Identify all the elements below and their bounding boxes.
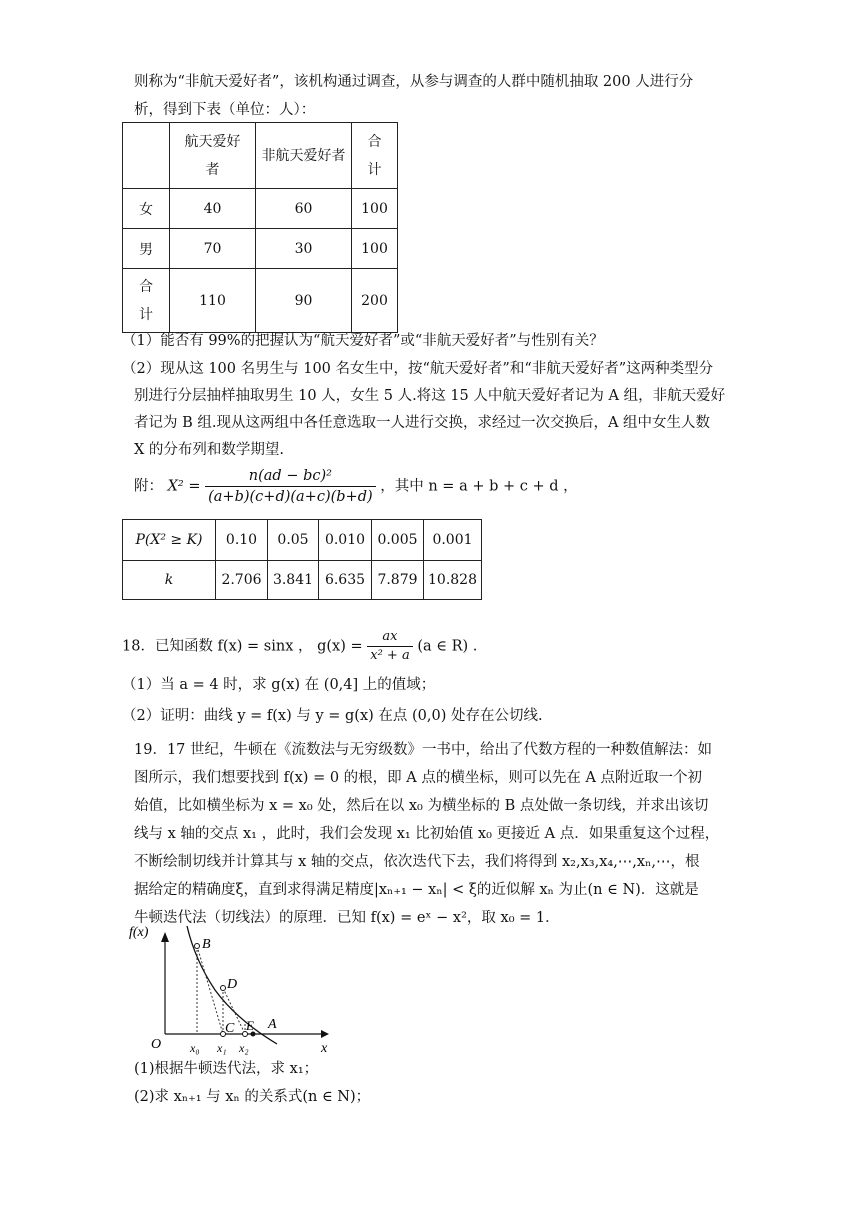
g-numerator: ax bbox=[367, 628, 412, 647]
q19-part1: (1)根据牛顿迭代法，求 x₁； bbox=[134, 1061, 319, 1077]
table-cell: 100 bbox=[352, 189, 398, 229]
label-e: E bbox=[246, 1018, 254, 1033]
survey-table bbox=[122, 122, 398, 333]
intro-line-2: 析，得到下表（单位：人）： bbox=[134, 102, 316, 118]
table-header-cell bbox=[256, 123, 352, 189]
q17-part2-line4: X 的分布列和数学期望. bbox=[134, 442, 285, 458]
table-cell: 90 bbox=[256, 269, 352, 333]
table-cell: 2.706 bbox=[216, 561, 268, 600]
chi-square-formula bbox=[134, 466, 578, 514]
table-cell: 女 bbox=[123, 189, 170, 229]
label-b: B bbox=[202, 937, 211, 952]
table-cell: 男 bbox=[123, 229, 170, 269]
critical-value-table bbox=[122, 519, 482, 600]
q19-line-7: 牛顿迭代法（切线法）的原理．已知 f(x) = eˣ − x²，取 x₀ = 1． bbox=[134, 910, 560, 926]
label-a: A bbox=[268, 1017, 277, 1032]
g-fraction bbox=[367, 628, 412, 665]
formula-lhs: X² = bbox=[167, 478, 201, 495]
table-header-cell bbox=[170, 123, 256, 189]
q19-line-4: 线与 x 轴的交点 x₁ ，此时，我们会发现 x₁ 比初始值 x₀ 更接近 A 点．如果重复这个过程， bbox=[134, 826, 720, 842]
q18-part2: （2）证明：曲线 y = f(x) 与 y = g(x) 在点 (0,0) 处存在公切线. bbox=[122, 708, 543, 724]
formula-fraction bbox=[205, 466, 376, 507]
row-total-label: 合计 bbox=[139, 278, 153, 323]
newton-method-figure bbox=[125, 920, 335, 1060]
label-x: x bbox=[321, 1041, 328, 1056]
label-fx: f(x) bbox=[129, 925, 149, 940]
table-cell: 3.841 bbox=[268, 561, 319, 600]
header-fans: 航天爱好者 bbox=[184, 133, 241, 178]
label-c: C bbox=[225, 1021, 235, 1036]
q19-line-2: 图所示，我们想要找到 f(x) = 0 的根，即 A 点的横坐标，则可以先在 A 点附近取一个初 bbox=[134, 770, 703, 786]
q19-line-1: 19．17 世纪，牛顿在《流数法与无穷级数》一书中，给出了代数方程的一种数值解法：如 bbox=[134, 742, 713, 758]
table-header-cell bbox=[352, 123, 398, 189]
table-cell: 0.005 bbox=[372, 520, 424, 561]
tangent-b bbox=[197, 946, 223, 1034]
table-cell: 110 bbox=[170, 269, 256, 333]
table-cell: k bbox=[123, 561, 216, 600]
q19-line-3: 始值，比如横坐标为 x = x₀ 处，然后在以 x₀ 为横坐标的 B 点处做一条切线，并求出该切 bbox=[134, 798, 709, 814]
table-cell: 0.010 bbox=[319, 520, 372, 561]
q18-stem-b: (a ∈ R) . bbox=[417, 638, 478, 655]
table-cell: 7.879 bbox=[372, 561, 424, 600]
label-x2: x₂ bbox=[239, 1041, 249, 1055]
q18-part1: （1）当 a = 4 时，求 g(x) 在 (0,4] 上的值域； bbox=[122, 677, 436, 693]
table-cell: 70 bbox=[170, 229, 256, 269]
table-cell: 6.635 bbox=[319, 561, 372, 600]
point-d bbox=[221, 986, 226, 991]
label-o: O bbox=[151, 1037, 162, 1052]
q19-line-5: 不断绘制切线并计算其与 x 轴的交点，依次迭代下去，我们将得到 x₂,x₃,x₄,⋯,xₙ,⋯，根 bbox=[134, 854, 700, 870]
appendix-label: 附： bbox=[134, 478, 163, 495]
x-axis-arrow bbox=[321, 1030, 329, 1038]
y-axis-arrow bbox=[161, 932, 169, 942]
q18-stem-a: 18．已知函数 f(x) = sinx ， g(x) = bbox=[122, 638, 363, 655]
table-cell: 30 bbox=[256, 229, 352, 269]
table-cell: 100 bbox=[352, 229, 398, 269]
q17-part1: （1）能否有 99%的把握认为“航天爱好者”或“非航天爱好者”与性别有关？ bbox=[122, 333, 604, 349]
g-denominator: x² + a bbox=[370, 648, 410, 663]
table-cell: 60 bbox=[256, 189, 352, 229]
q17-part2-line2: 别进行分层抽样抽取男生 10 人，女生 5 人.将这 15 人中航天爱好者记为 A 组，非航天爱好 bbox=[134, 388, 726, 404]
label-x0: x₀ bbox=[190, 1041, 200, 1055]
header-non-fans: 非航天爱好者 bbox=[261, 147, 346, 164]
table-cell: 0.05 bbox=[268, 520, 319, 561]
table-cell: 10.828 bbox=[424, 561, 482, 600]
table-cell: P(X² ≥ K) bbox=[123, 520, 216, 561]
q17-part2-line1: （2）现从这 100 名男生与 100 名女生中，按“航天爱好者”和“非航天爱好者”这两种类型分 bbox=[122, 361, 714, 377]
q19-part2: (2)求 xₙ₊₁ 与 xₙ 的关系式(n ∈ N)； bbox=[134, 1089, 371, 1105]
point-b bbox=[195, 944, 200, 949]
q19-line-6: 据给定的精确度ξ，直到求得满足精度|xₙ₊₁ − xₙ| < ξ的近似解 xₙ 为止(n ∈ N)．这就是 bbox=[134, 882, 699, 898]
label-d: D bbox=[227, 977, 238, 992]
intro-line-1: 则称为“非航天爱好者”，该机构通过调查，从参与调查的人群中随机抽取 200 人进行分 bbox=[134, 74, 694, 90]
header-total: 合计 bbox=[367, 133, 382, 178]
q18-stem bbox=[122, 628, 477, 672]
table-cell: 40 bbox=[170, 189, 256, 229]
table-cell: 0.001 bbox=[424, 520, 482, 561]
table-cell: 0.10 bbox=[216, 520, 268, 561]
formula-tail: ，其中 n = a + b + c + d ， bbox=[380, 478, 578, 495]
formula-numerator: n(ad − bc)² bbox=[205, 466, 376, 487]
table-header-cell bbox=[123, 123, 170, 189]
table-cell bbox=[123, 269, 170, 333]
table-cell: 200 bbox=[352, 269, 398, 333]
q17-part2-line3: 者记为 B 组.现从这两组中各任意选取一人进行交换，求经过一次交换后，A 组中女生人数 bbox=[134, 415, 711, 431]
formula-denominator: (a+b)(c+d)(a+c)(b+d) bbox=[208, 489, 373, 505]
label-x1: x₁ bbox=[217, 1041, 227, 1055]
